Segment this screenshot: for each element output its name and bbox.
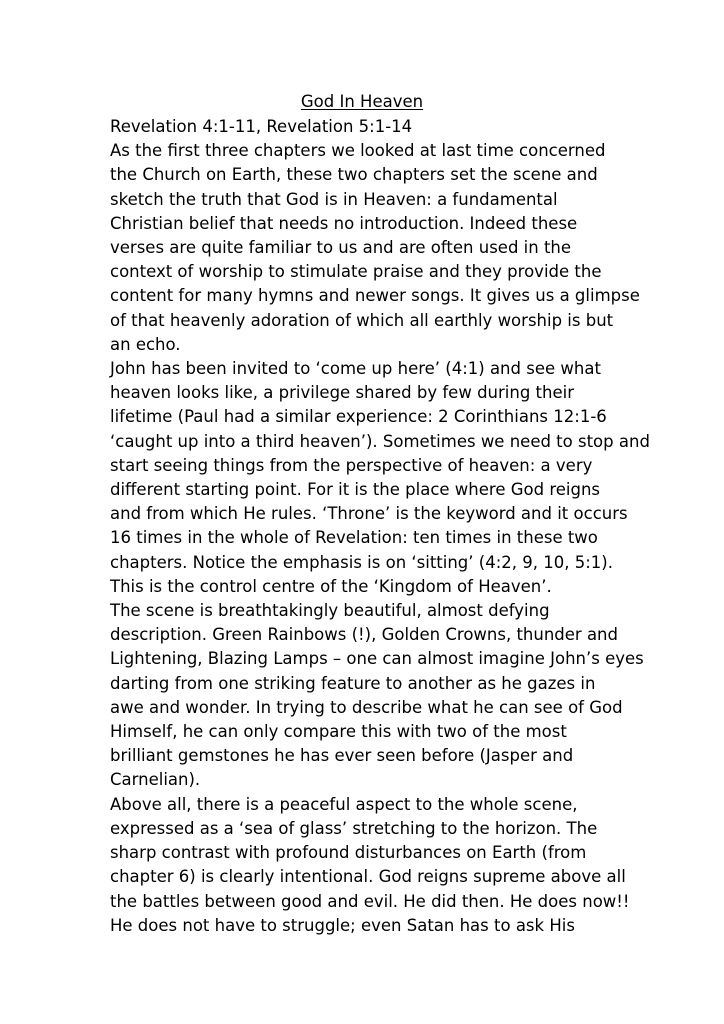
page-title: God In Heaven — [300, 92, 424, 111]
text-line: the Church on Earth, these two chapters set the scene and — [110, 165, 598, 185]
text-line: lifetime (Paul had a similar experience: 2 Corinthians 12:1-6 — [110, 407, 607, 427]
text-line: Himself, he can only compare this with two of the most — [110, 722, 567, 742]
text-line: description. Green Rainbows (!), Golden Crowns, thunder and — [110, 625, 618, 645]
text-line: expressed as a ‘sea of glass’ stretching to the horizon. The — [110, 818, 598, 838]
text-line: sharp contrast with profound disturbances on Earth (from — [110, 843, 587, 863]
text-line: verses are quite familiar to us and are often used in the — [110, 238, 572, 258]
text-line: brilliant gemstones he has ever seen before (Jasper and — [110, 746, 574, 766]
text-line: The scene is breathtakingly beautiful, almost defying — [110, 601, 550, 621]
text-line: an echo. — [110, 334, 181, 354]
text-line: sketch the truth that God is in Heaven: a fundamental — [110, 189, 558, 209]
text-line: He does not have to struggle; even Satan has to ask His — [110, 915, 575, 935]
text-line: of that heavenly adoration of which all earthly worship is but — [110, 310, 614, 330]
text-line: Above all, there is a peaceful aspect to the whole scene, — [110, 794, 578, 814]
text-line: chapters. Notice the emphasis is on ‘sitting’ (4:2, 9, 10, 5:1). — [110, 552, 613, 572]
text-line: different starting point. For it is the place where God reigns — [110, 480, 600, 500]
text-line: and from which He rules. ‘Throne’ is the keyword and it occurs — [110, 504, 628, 524]
body-text — [110, 115, 650, 938]
text-line: darting from one striking feature to another as he gazes in — [110, 673, 596, 693]
text-line: As the first three chapters we looked at last time concerned — [110, 141, 606, 161]
text-line: chapter 6) is clearly intentional. God reigns supreme above all — [110, 867, 626, 887]
text-line: heaven looks like, a privilege shared by few during their — [110, 383, 574, 403]
text-line: the battles between good and evil. He did then. He does now!! — [110, 891, 630, 911]
scripture-reference: Revelation 4:1-11, Revelation 5:1-14 — [110, 117, 413, 136]
text-line: 16 times in the whole of Revelation: ten times in these two — [110, 528, 598, 548]
text-line: content for many hymns and newer songs. It gives us a glimpse — [110, 286, 640, 306]
text-line: Christian belief that needs no introduction. Indeed these — [110, 213, 578, 233]
text-line: Lightening, Blazing Lamps – one can almost imagine John’s eyes — [110, 649, 644, 669]
text-line: John has been invited to ‘come up here’ (4:1) and see what — [110, 359, 601, 379]
text-line: start seeing things from the perspective of heaven: a very — [110, 455, 593, 475]
text-line: awe and wonder. In trying to describe what he can see of God — [110, 697, 623, 717]
text-line: Carnelian). — [110, 770, 201, 790]
text-line: This is the control centre of the ‘Kingdom of Heaven’. — [110, 576, 552, 596]
text-line: context of worship to stimulate praise and they provide the — [110, 262, 602, 282]
text-line: ‘caught up into a third heaven’). Sometimes we need to stop and — [110, 431, 650, 451]
